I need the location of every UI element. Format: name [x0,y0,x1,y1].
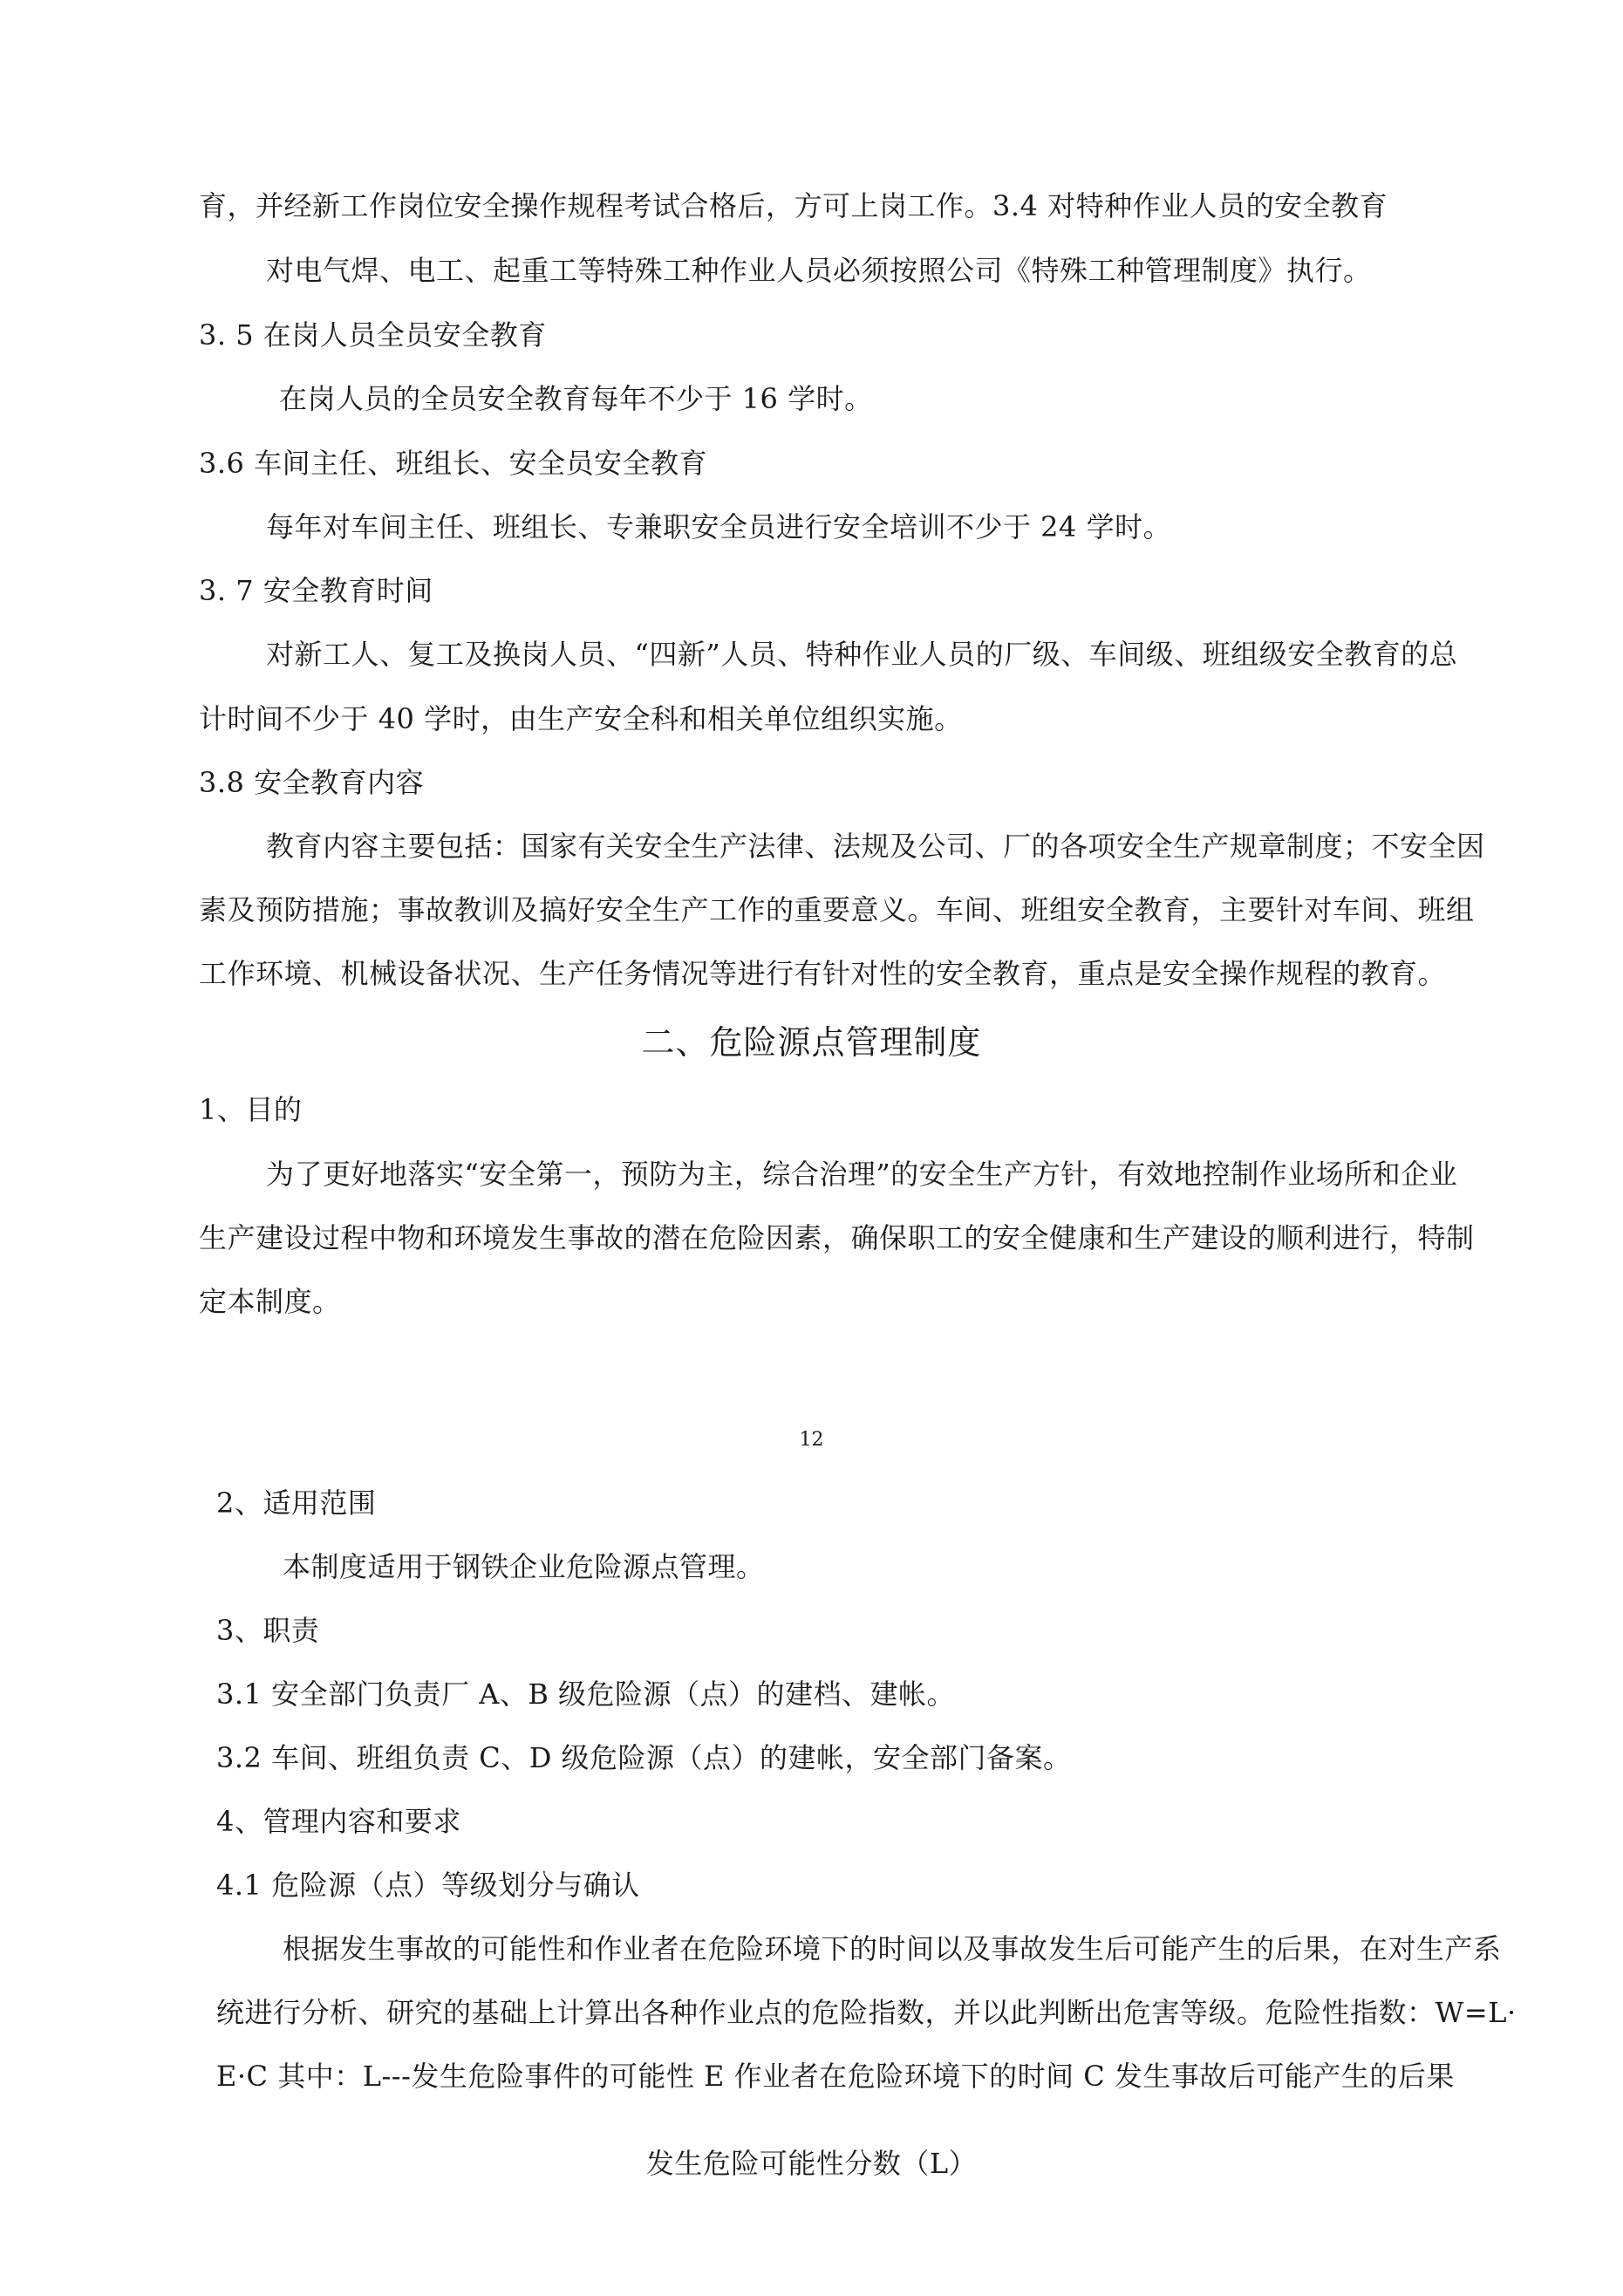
paragraph-line: 育，并经新工作岗位安全操作规程考试合格后，方可上岗工作。3.4 对特种作业人员的安全教育 [199,189,1388,222]
paragraph-line: 生产建设过程中物和环境发生事故的潜在危险因素，确保职工的安全健康和生产建设的顺利进行，特制 [199,1221,1475,1254]
paragraph-line: 为了更好地落实“安全第一，预防为主，综合治理”的安全生产方针，有效地控制作业场所和企业 [266,1158,1458,1191]
page-number: 12 [799,1429,824,1451]
section-heading: 4.1 危险源（点）等级划分与确认 [216,1869,640,1902]
paragraph-line: 每年对车间主任、班组长、专兼职安全员进行安全培训不少于 24 学时。 [266,510,1172,543]
section-heading: 3. 7 安全教育时间 [199,574,433,607]
paragraph-line: 工作环境、机械设备状况、生产任务情况等进行有针对性的安全教育，重点是安全操作规程的教育。 [199,957,1447,990]
paragraph-line: 统进行分析、研究的基础上计算出各种作业点的危险指数，并以此判断出危害等级。危险性指数：W=L· [216,1996,1517,2029]
paragraph-line: 素及预防措施；事故教训及搞好安全生产工作的重要意义。车间、班组安全教育，主要针对车间、班组 [199,893,1475,926]
paragraph-line: 本制度适用于钢铁企业危险源点管理。 [283,1550,765,1583]
paragraph-line: 教育内容主要包括：国家有关安全生产法律、法规及公司、厂的各项安全生产规章制度；不安全因 [266,830,1485,863]
paragraph-line: 对新工人、复工及换岗人员、“四新”人员、特种作业人员的厂级、车间级、班组级安全教育的总 [266,638,1458,671]
paragraph-line: 根据发生事故的可能性和作业者在危险环境下的时间以及事故发生后可能产生的后果，在对生产系 [283,1932,1502,1965]
paragraph-line: 对电气焊、电工、起重工等特殊工种作业人员必须按照公司《特殊工种管理制度》执行。 [266,254,1372,287]
section-heading: 3、职责 [216,1614,320,1647]
section-heading: 3.8 安全教育内容 [199,766,425,799]
paragraph-line: 定本制度。 [199,1285,341,1318]
table-caption: 发生危险可能性分数（L） [645,2147,978,2180]
chapter-title: 二、危险源点管理制度 [641,1023,982,1062]
section-heading: 3.6 车间主任、班组长、安全员安全教育 [199,447,708,480]
paragraph-line: 3.2 车间、班组负责 C、D 级危险源（点）的建帐，安全部门备案。 [216,1741,1072,1774]
section-heading: 2、适用范围 [216,1486,377,1520]
section-heading: 3. 5 在岗人员全员安全教育 [199,318,547,352]
paragraph-line: 3.1 安全部门负责厂 A、B 级危险源（点）的建档、建帐。 [216,1678,956,1711]
paragraph-line: 在岗人员的全员安全教育每年不少于 16 学时。 [279,382,873,415]
section-heading: 1、目的 [199,1093,303,1126]
paragraph-line: E·C 其中：L---发生危险事件的可能性 E 作业者在危险环境下的时间 C 发生事故后可能产生的后果 [216,2060,1455,2093]
paragraph-line: 计时间不少于 40 学时，由生产安全科和相关单位组织实施。 [199,702,963,735]
section-heading: 4、管理内容和要求 [216,1805,461,1838]
